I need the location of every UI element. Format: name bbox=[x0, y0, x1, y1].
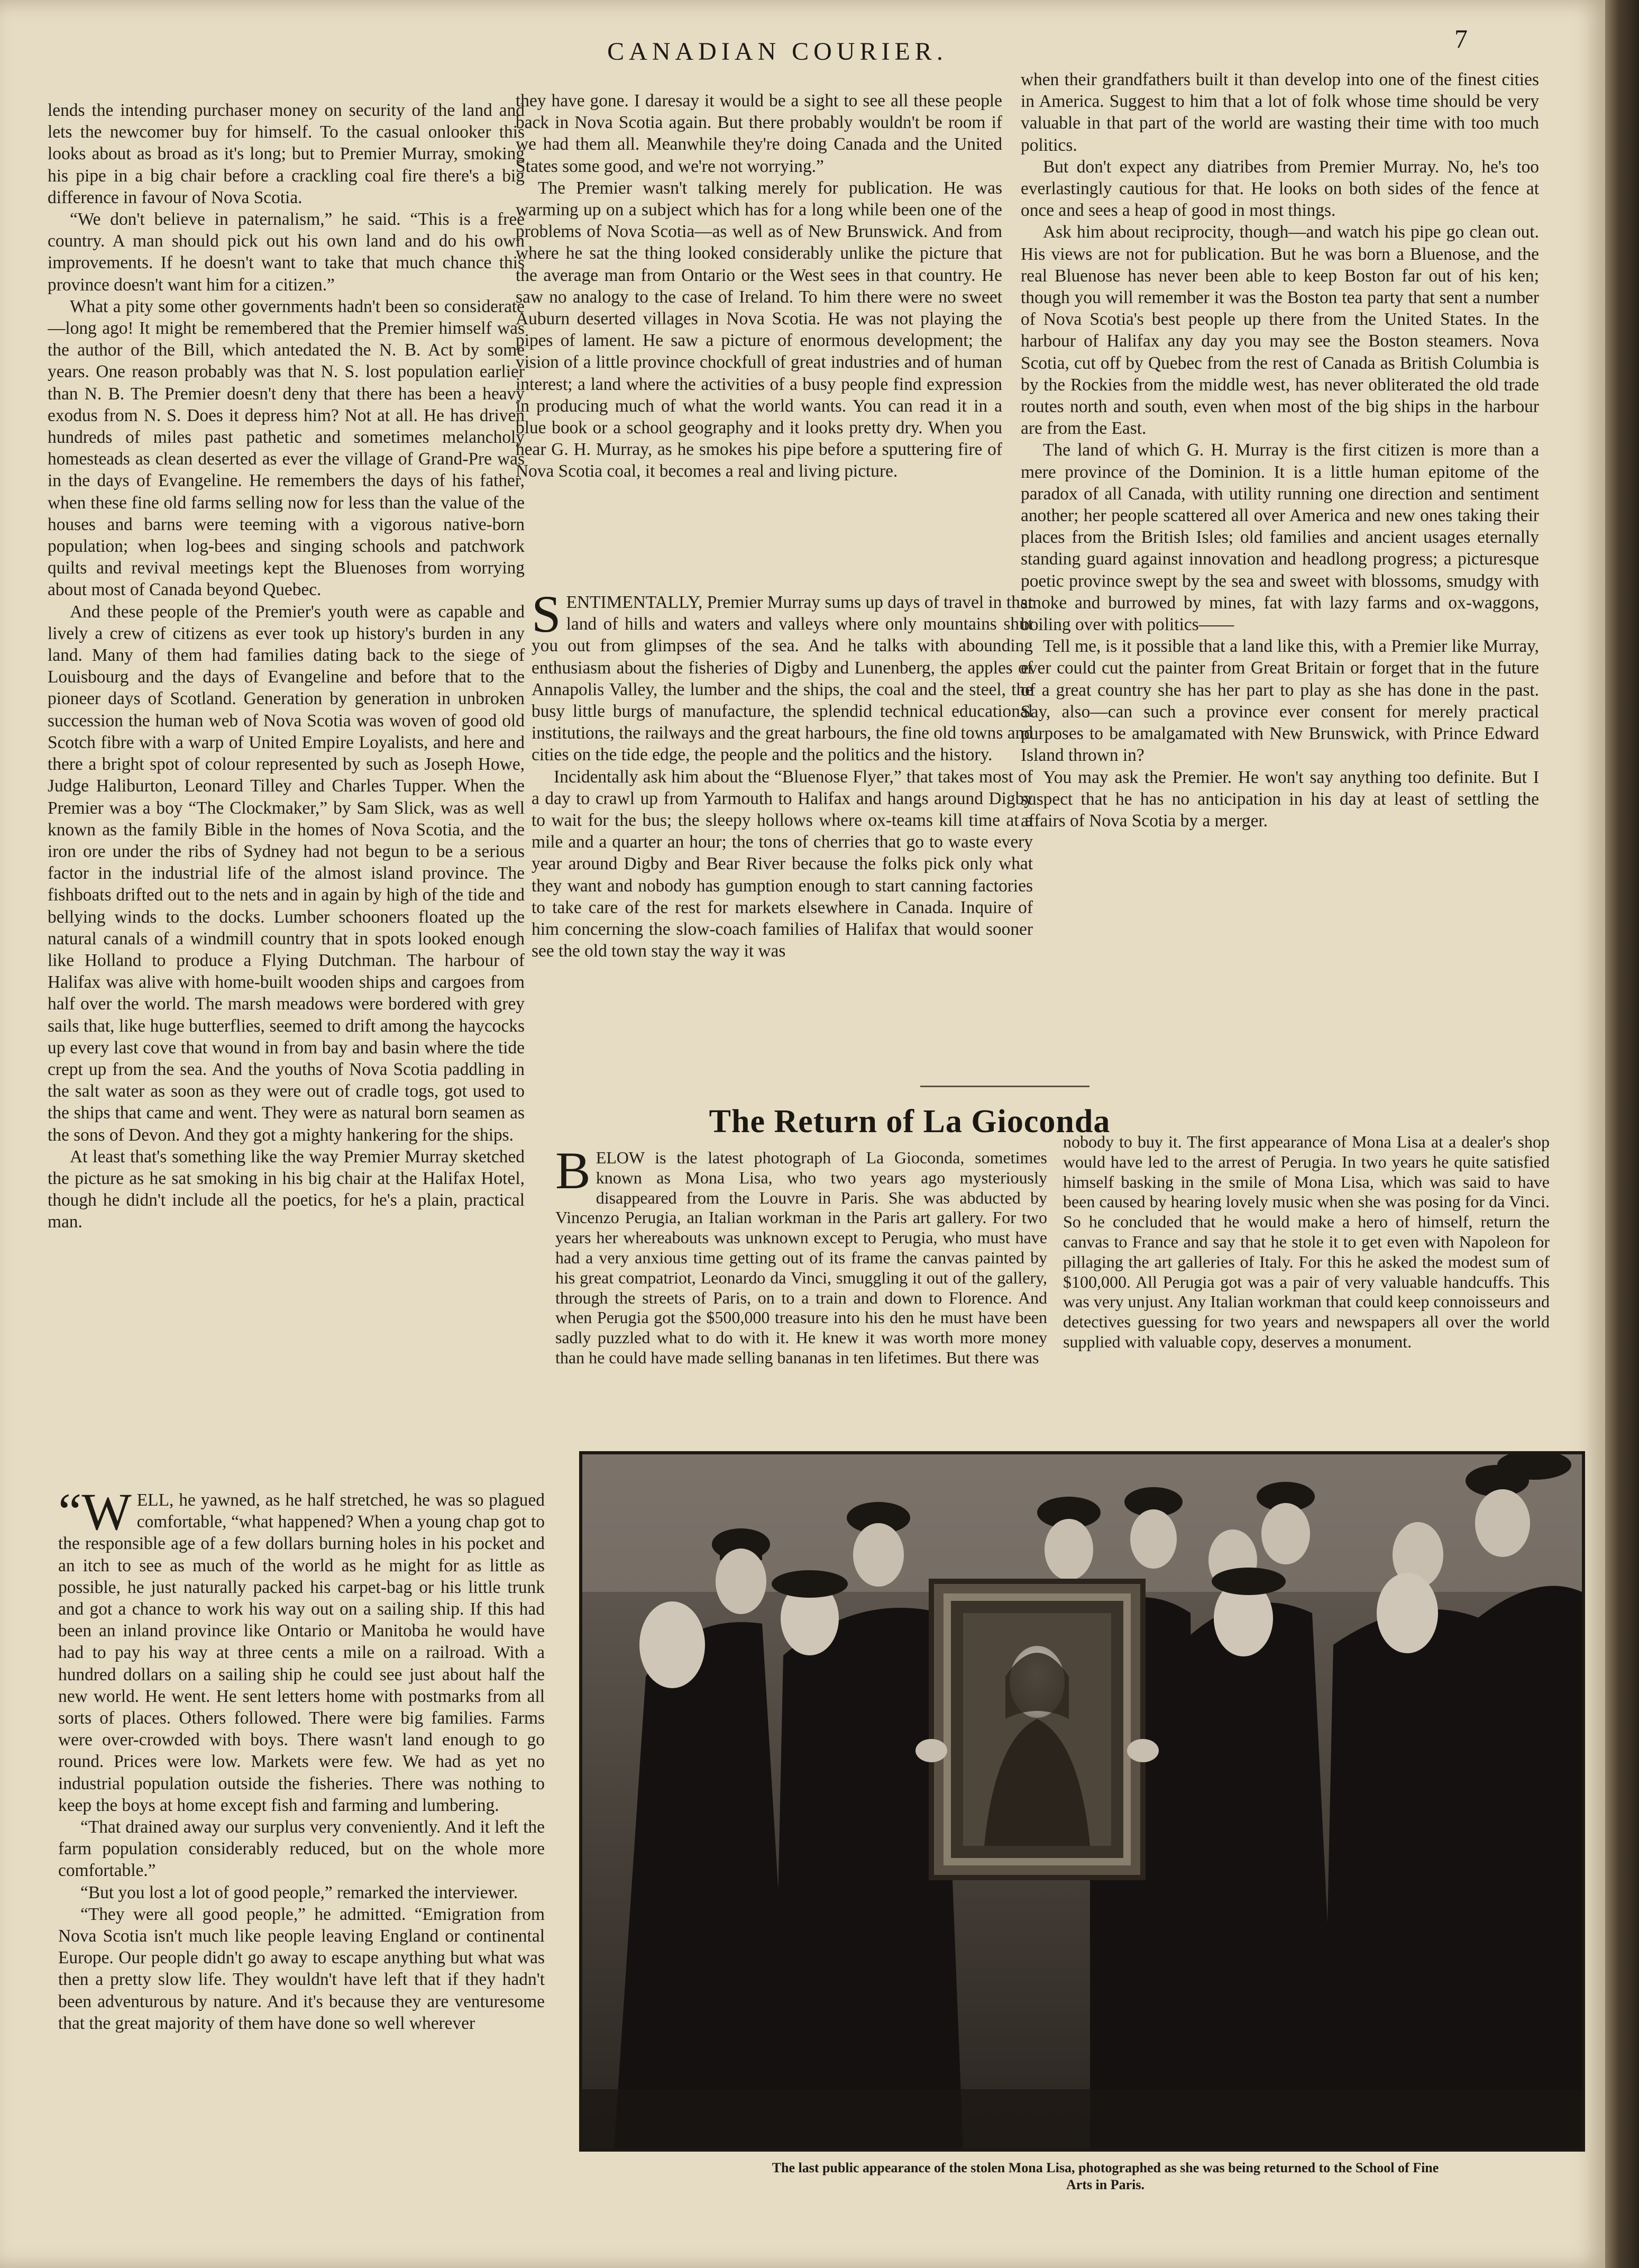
paragraph: You may ask the Premier. He won't say anything too definite. But I suspect that he has no anticipation in his day at least of settling the affairs of Nova Scotia by a merger. bbox=[1021, 767, 1539, 831]
paragraph: “But you lost a lot of good people,” remarked the interviewer. bbox=[80, 1882, 518, 1902]
paragraph: Tell me, is it possible that a land like this, with a Premier like Murray, ever could cut the painter from Great Britain or forget that in the future of a great country she has her part to play as she has done in the past. Say, also—can such a province ever consent for merely practical purposes to be amalgamated with New Brunswick, with Prince Edward Island thrown in? bbox=[1021, 636, 1539, 766]
paragraph: they have gone. I daresay it would be a sight to see all these people back in Nova Scotia again. But there probably wouldn't be room if we had them all. Meanwhile they're doing Canada and the United States some good, and we're not worrying.” bbox=[516, 91, 1002, 176]
column-3 bbox=[1021, 69, 1539, 1071]
book-binding-edge bbox=[1605, 0, 1639, 2268]
column-2 bbox=[516, 90, 1002, 585]
drop-cap: “W bbox=[58, 1489, 132, 1541]
paragraph bbox=[58, 1489, 545, 1816]
paragraph-text: ELOW is the latest photograph of La Gioconda, sometimes known as Mona Lisa, who two years ago mysteriously disappeared from the Louvre in Paris. She was abducted by Vincenzo Perugia, an Italian workman in the Paris art gallery. For two years her whereabouts was unknown except to Perugia, who must have had a very anxious time getting out of its frame the canvas painted by his great compatriot, Leonardo da Vinci, smuggling it out of the gallery, through the streets of Paris, on to a train and down to Florence. And when Perugia got the $500,000 treasure into his den he must have been sadly puzzled what to do with it. He knew it was worth more money than he could have made selling bananas in ten lifetimes. But there was bbox=[555, 1148, 1047, 1367]
paragraph bbox=[532, 591, 1033, 766]
running-head: CANADIAN COURIER. bbox=[607, 38, 948, 66]
photo-caption bbox=[608, 2160, 1603, 2193]
paragraph: “We don't believe in paternalism,” he said. “This is a free country. A man should pick out his own land and do his own improvements. If he doesn't want to take that much chance this province doesn't want him for a citizen.” bbox=[48, 210, 525, 295]
page-number: 7 bbox=[1454, 24, 1468, 53]
article-title: The Return of La Gioconda bbox=[709, 1104, 1111, 1140]
photo-illustration bbox=[582, 1454, 1582, 2148]
paragraph: And these people of the Premier's youth were as capable and lively a crew of citizens as ever took up history's burden in any land. Many of them had families dating back to the siege of Louisbourg and the days of Evangeline and before that to the pioneer days of Scotland. Generation by generation in unbroken succession the human web of Nova Scotia was woven of good old Scotch fibre with a warp of United Empire Loyalists, and here and there a bright spot of colour represented by such as Joseph Howe, Judge Haliburton, Leonard Tilley and Charles Tupper. When the Premier was a boy “The Clockmaker,” by Sam Slick, was as well known as the family Bible in the homes of Nova Scotia, and the iron ore under the ribs of Sydney had not begun to be a serious factor in the industrial life of the almost island province. The fishboats drifted out to the nets and in again by high of the tide and bellying winds to the docks. Lumber schooners floated up the natural canals of a windmill country that in spots looked enough like Holland to produce a Flying Dutchman. The harbour of Halifax was alive with home-built wooden ships and cargoes from half over the world. The marsh meadows were bordered with grey sails that, like huge butterflies, seemed to drift among the haycocks up every last cove that wound in from bay and basin where the tide crept up from the sea. And the youths of Nova Scotia paddling in the salt water as soon as they were out of cradle togs, got used to the ships that came and went. They were as natural born seamen as the sons of Devon. And they got a mighty hankering for the ships. bbox=[48, 602, 525, 1145]
article-column-left bbox=[555, 1148, 1047, 1428]
paragraph: Incidentally ask him about the “Bluenose Flyer,” that takes most of a day to crawl up from Yarmouth to Halifax and hangs around Digby to wait for the bus; the sleepy hollows where ox-teams kill time at a mile and a quarter an hour; the tons of cherries that go to waste every year around Digby and Bear River because the folks pick only what they want and nobody has gumption enough to start canning factories to take care of the rest for markets elsewhere in Canada. Inquire of him concerning the slow-coach families of Halifax that would sooner see the old town stay the way it was bbox=[532, 767, 1033, 961]
paragraph: But don't expect any diatribes from Premier Murray. No, he's too everlastingly cautious for that. He looks on both sides of the fence at once and sees a heap of good in most things. bbox=[1021, 157, 1539, 221]
paragraph: What a pity some other governments hadn't been so considerate—long ago! It might be remembered that the Premier himself was the author of the Bill, which antedated the N. B. Act by some years. One reason probably was that N. S. lost population earlier than N. B. The Premier doesn't deny that there has been a heavy exodus from N. S. Does it depress him? Not at all. He has driven hundreds of miles past pathetic and sometimes melancholy homesteads as clean deserted as ever the village of Grand-Pre was in the days of Evangeline. He remembers the days of his father, when these fine old farms selling now for less than the value of the houses and barns were teeming with a vigorous native-born population; when log-bees and singing schools and patchwork quilts and revival meetings kept the Bluenoses from worrying about most of Canada beyond Quebec. bbox=[48, 296, 525, 600]
paragraph bbox=[555, 1148, 1047, 1368]
column-1 bbox=[48, 99, 525, 1481]
paragraph: The Premier wasn't talking merely for publication. He was warming up on a subject which has for a long while been one of the problems of Nova Scotia—as well as of New Brunswick. And from where he sat the thing looked considerably unlike the picture that the average man from Ontario or the West sees in that country. He saw no analogy to the case of Ireland. To him there were no sweet Auburn deserted villages in Nova Scotia. He was not playing the pipes of lament. He saw a picture of enormous development; the vision of a little province chockfull of great industries and of human interest; a land where the activities of a busy people find expression in producing much of what the world wants. You can read it in a blue book or a school geography and it looks pretty dry. When you hear G. H. Murray, as he smokes his pipe before a sputtering fire of Nova Scotia coal, it becomes a real and living picture. bbox=[516, 178, 1002, 481]
mona-lisa-photograph bbox=[579, 1451, 1585, 2152]
column-2-section-2 bbox=[532, 591, 1033, 1077]
paragraph: Ask him about reciprocity, though—and watch his pipe go clean out. His views are not for publication. But he was born a Bluenose, and the real Bluenose has never been able to keep Boston far out of his ken; though you will remember it was the Boston tea party that sent a number of Nova Scotia's best people up there from the United States. In the harbour of Halifax any day you may see the Boston steamers. Nova Scotia, cut off by Quebec from the rest of Canada as British Columbia is by the Rockies from the middle west, has never obliterated the old trade routes north and south, even when most of the big ships in the harbour are from the East. bbox=[1021, 222, 1539, 439]
article-column-right bbox=[1063, 1132, 1550, 1428]
column-1-section-2 bbox=[58, 1489, 545, 2225]
drop-cap: B bbox=[555, 1148, 591, 1200]
section-divider bbox=[920, 1086, 1089, 1087]
page-header bbox=[0, 12, 1605, 66]
caption-line: The last public appearance of the stolen Mona Lisa, photographed as she was being returned to the School of Fine bbox=[772, 2160, 1439, 2175]
drop-cap: S bbox=[532, 591, 561, 643]
paragraph: “That drained away our surplus very conveniently. And it left the farm population considerably reduced, but on the whole more comfortable.” bbox=[58, 1817, 545, 1881]
caption-line: Arts in Paris. bbox=[1066, 2177, 1145, 2192]
paragraph: lends the intending purchaser money on security of the land and lets the newcomer buy for himself. To the casual onlooker this looks about as broad as it's long; but to Premier Murray, smoking his pipe in a big chair before a crackling coal fire there's a big difference in favour of Nova Scotia. bbox=[48, 101, 525, 207]
paragraph: The land of which G. H. Murray is the first citizen is more than a mere province of the Dominion. It is a little human epitome of the paradox of all Canada, with utility running one direction and sentiment another; her people scattered all over America and new ones taking their places from the British Isles; old families and ancient usages eternally standing guard against innovation and headlong progress; a picturesque poetic province swept by the sea and sweet with blossoms, smudgy with smoke and burrowed by mines, fat with lazy farms and ox-waggons, boiling over with politics—— bbox=[1021, 440, 1539, 635]
paragraph: when their grandfathers built it than develop into one of the finest cities in America. Suggest to him that a lot of folk whose time should be very valuable in that part of the world are wasting their time with too much politics. bbox=[1021, 70, 1539, 155]
paragraph: “They were all good people,” he admitted. “Emigration from Nova Scotia isn't much like people leaving England or continental Europe. Our people didn't go away to escape anything but what was then a pretty slow life. They wouldn't have left that if they hadn't been adventurous by nature. And it's because they are venturesome that the great majority of them have done so well wherever bbox=[58, 1904, 545, 2033]
paragraph-text: ELL, he yawned, as he half stretched, he was so plagued comfortable, “what happened? When a young chap got to the responsible age of a few dollars burning holes in his pocket and an itch to see as much of the world as he might for as little as possible, he just naturally packed his carpet-bag or his little trunk and got a chance to work his way out on a sailing ship. If this had been an inland province like Ontario or Manitoba he would have had to pay his way at three cents a mile on a railroad. With a hundred dollars on a sailing ship he could see just about half the new world. He went. He sent letters home with postmarks from all sorts of places. Others followed. There were big families. Farms were over-crowded with boys. There wasn't land enough to go round. Prices were low. Markets were few. We had as yet no industrial population outside the fisheries. There was nothing to keep the boys at home except fish and farming and lumbering. bbox=[58, 1490, 545, 1815]
paragraph: nobody to buy it. The first appearance of Mona Lisa at a dealer's shop would have led to the arrest of Perugia. In two years he quite satisfied himself basking in the smile of Mona Lisa, which was said to have been caused by hearing lovely music when she was posing for da Vinci. So he concluded that he would make a hero of himself, return the canvas to France and say that he stole it to get even with Napoleon for pillaging the art galleries of Italy. For this he asked the modest sum of $100,000. All Perugia got was a pair of very valuable handcuffs. This was very unjust. Any Italian workman that could keep connoisseurs and detectives guessing for two years and newspapers all over the world supplied with valuable copy, deserves a monument. bbox=[1063, 1132, 1550, 1351]
paragraph: At least that's something like the way Premier Murray sketched the picture as he sat smoking in his big chair at the Halifax Hotel, though he didn't include all the poetics, for he's a plain, practical man. bbox=[48, 1146, 525, 1232]
paragraph-text: ENTIMENTALLY, Premier Murray sums up days of travel in that land of hills and waters and valleys where only mountains shut you out from glimpses of the sea. And he talks with abounding enthusiasm about the fisheries of Digby and Lunenberg, the apples of Annapolis Valley, the lumber and the ships, the coal and the steel, the busy little burgs of manufacture, the splendid technical educational institutions, the railways and the great harbours, the fine old towns and cities on the tide edge, the people and the politics and the history. bbox=[532, 593, 1033, 765]
